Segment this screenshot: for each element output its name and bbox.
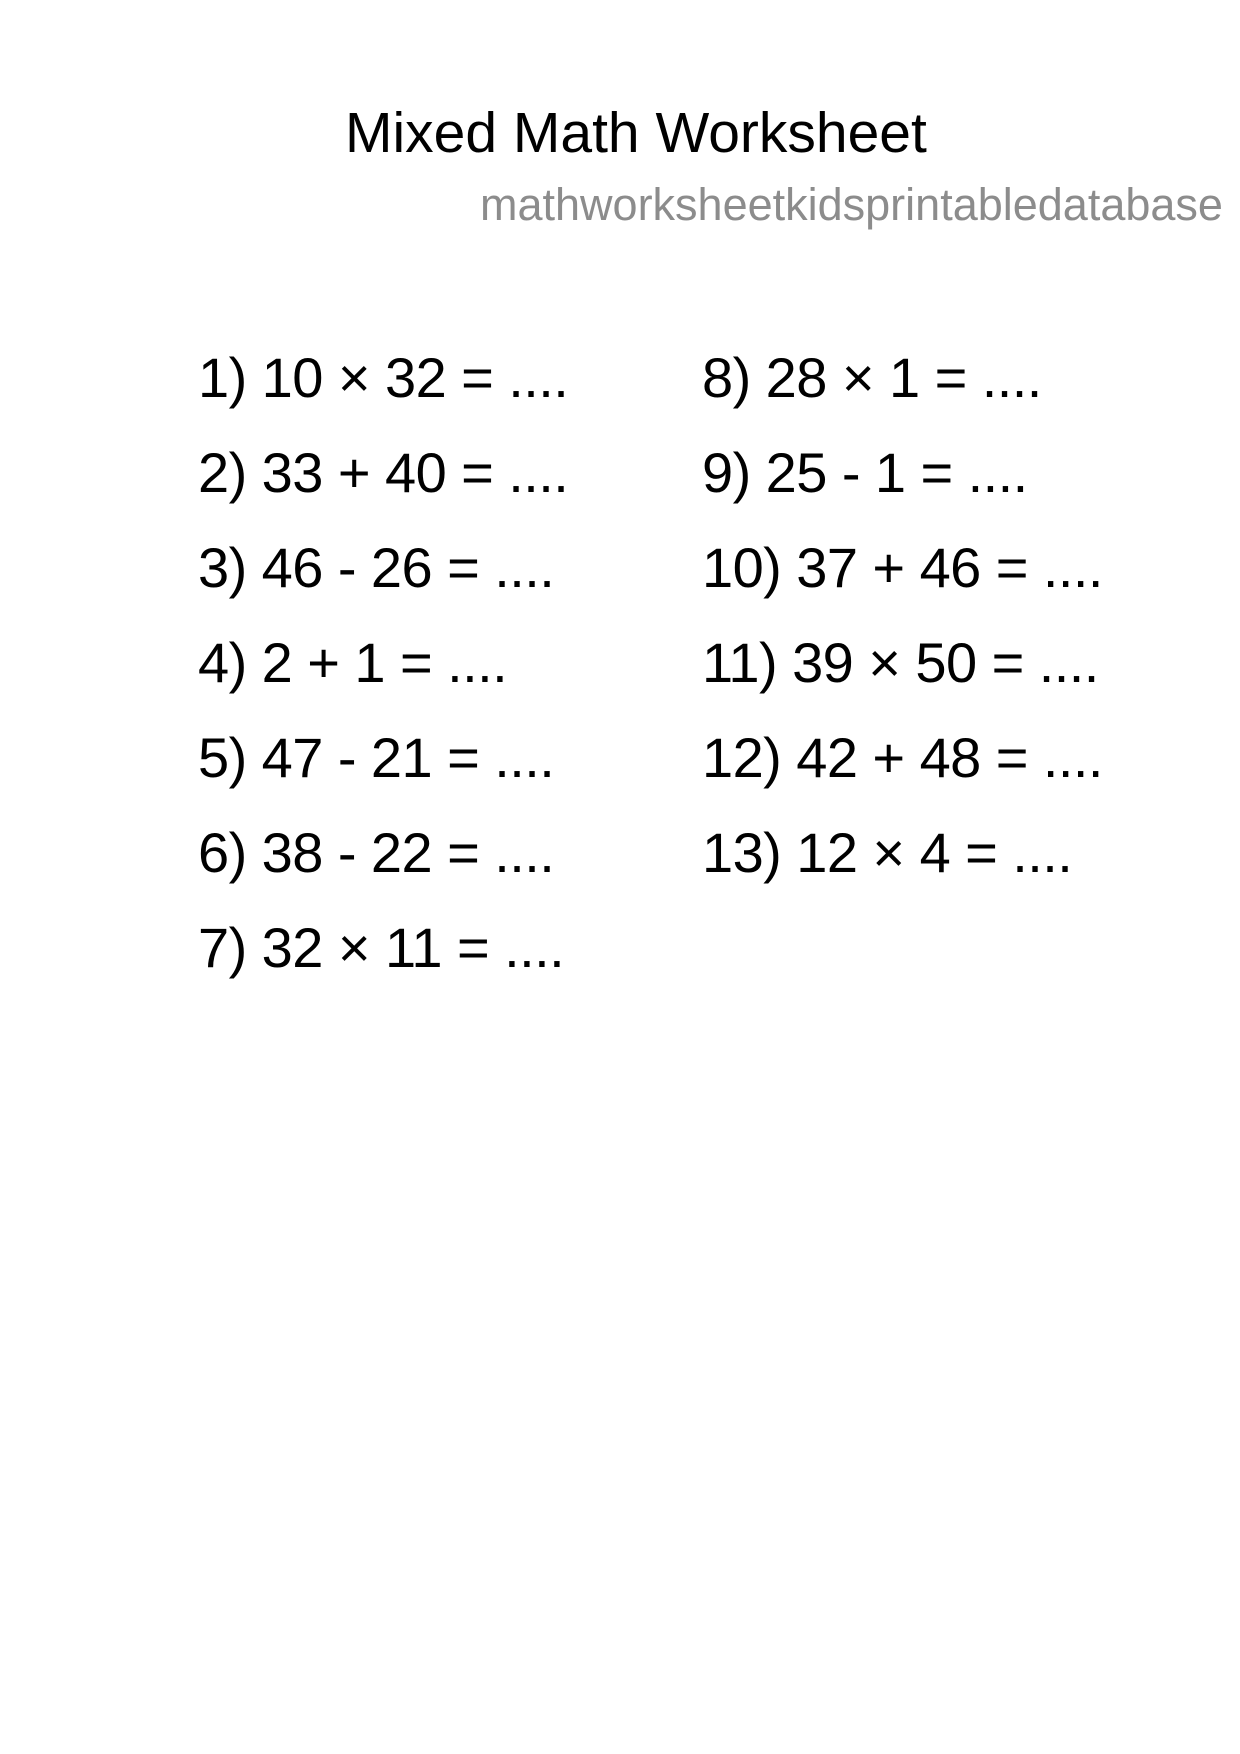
problem-11: 11) 39 × 50 = .... (702, 631, 1099, 694)
problem-12: 12) 42 + 48 = .... (702, 726, 1103, 789)
problem-4: 4) 2 + 1 = .... (198, 631, 508, 694)
watermark-text: mathworksheetkidsprintabledatabase (480, 179, 1223, 230)
problem-5: 5) 47 - 21 = .... (198, 726, 555, 789)
problem-7: 7) 32 × 11 = .... (198, 916, 565, 979)
problem-1: 1) 10 × 32 = .... (198, 346, 569, 409)
problem-2: 2) 33 + 40 = .... (198, 441, 569, 504)
problem-9: 9) 25 - 1 = .... (702, 441, 1028, 504)
problem-3: 3) 46 - 26 = .... (198, 536, 555, 599)
problem-13: 13) 12 × 4 = .... (702, 821, 1073, 884)
page-title: Mixed Math Worksheet (345, 101, 927, 165)
problem-8: 8) 28 × 1 = .... (702, 346, 1042, 409)
problem-6: 6) 38 - 22 = .... (198, 821, 555, 884)
problem-10: 10) 37 + 46 = .... (702, 536, 1103, 599)
